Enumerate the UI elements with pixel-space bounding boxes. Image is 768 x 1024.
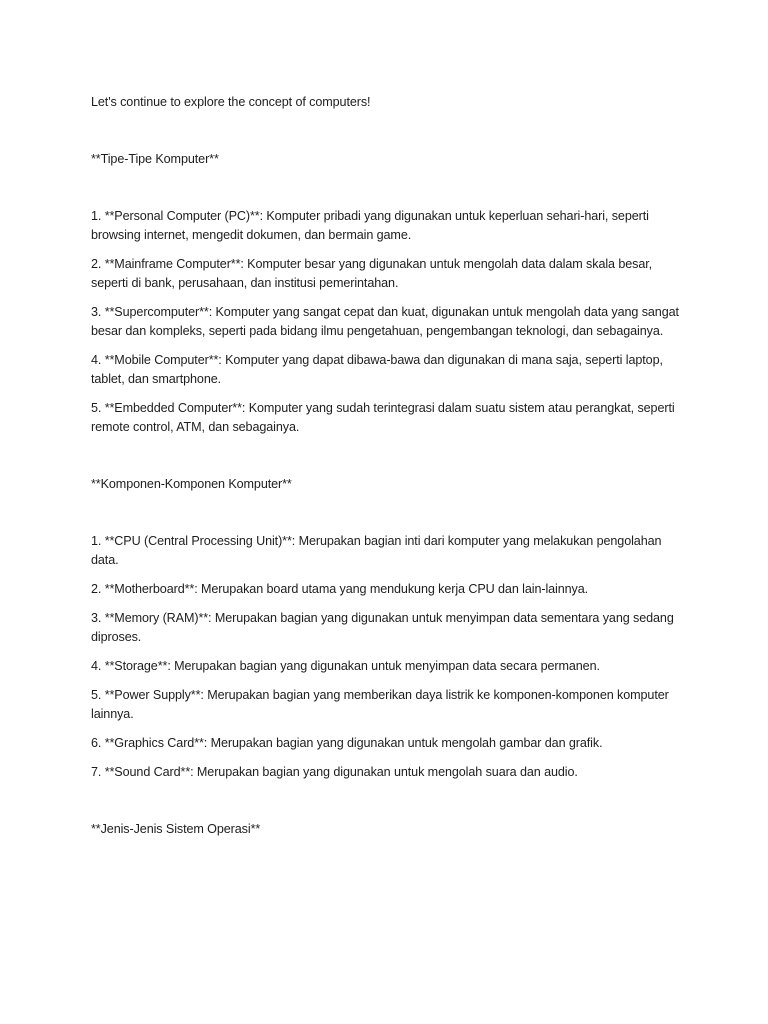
- intro-paragraph: Let's continue to explore the concept of computers!: [91, 95, 371, 109]
- list-item: 1. **CPU (Central Processing Unit)**: Merupakan bagian inti dari komputer yang melakukan pengolahan data.: [91, 534, 662, 567]
- list-item: 1. **Personal Computer (PC)**: Komputer pribadi yang digunakan untuk keperluan sehari-hari, seperti browsing internet, mengedit dokumen, dan bermain game.: [91, 209, 649, 242]
- computer-types-list: [91, 207, 691, 437]
- list-item: 7. **Sound Card**: Merupakan bagian yang digunakan untuk mengolah suara dan audio.: [91, 765, 578, 779]
- list-item: 3. **Supercomputer**: Komputer yang sangat cepat dan kuat, digunakan untuk mengolah data yang sangat besar dan kompleks, seperti pada bidang ilmu pengetahuan, pengembangan teknologi, dan sebagainya.: [91, 305, 679, 338]
- section-heading-os-types: **Jenis-Jenis Sistem Operasi**: [91, 822, 261, 836]
- document-body: [91, 93, 691, 839]
- list-item: 2. **Motherboard**: Merupakan board utama yang mendukung kerja CPU dan lain-lainnya.: [91, 582, 589, 596]
- section-heading-computer-components: **Komponen-Komponen Komputer**: [91, 477, 292, 491]
- section-heading-computer-types: **Tipe-Tipe Komputer**: [91, 152, 219, 166]
- list-item: 2. **Mainframe Computer**: Komputer besar yang digunakan untuk mengolah data dalam skala besar, seperti di bank, perusahaan, dan institusi pemerintahan.: [91, 257, 653, 290]
- list-item: 6. **Graphics Card**: Merupakan bagian yang digunakan untuk mengolah gambar dan grafik.: [91, 736, 603, 750]
- paragraph-gap: [91, 494, 691, 532]
- list-item: 5. **Power Supply**: Merupakan bagian yang memberikan daya listrik ke komponen-komponen komputer lainnya.: [91, 688, 669, 721]
- list-item: 3. **Memory (RAM)**: Merupakan bagian yang digunakan untuk menyimpan data sementara yang sedang diproses.: [91, 611, 674, 644]
- list-item: 4. **Mobile Computer**: Komputer yang dapat dibawa-bawa dan digunakan di mana saja, seperti laptop, tablet, dan smartphone.: [91, 353, 663, 386]
- computer-components-list: [91, 532, 691, 782]
- paragraph-gap: [91, 792, 691, 820]
- list-item: 4. **Storage**: Merupakan bagian yang digunakan untuk menyimpan data secara permanen.: [91, 659, 600, 673]
- list-item: 5. **Embedded Computer**: Komputer yang sudah terintegrasi dalam suatu sistem atau perangkat, seperti remote control, ATM, dan sebagainya.: [91, 401, 675, 434]
- paragraph-gap: [91, 447, 691, 475]
- paragraph-gap: [91, 169, 691, 207]
- paragraph-gap: [91, 112, 691, 150]
